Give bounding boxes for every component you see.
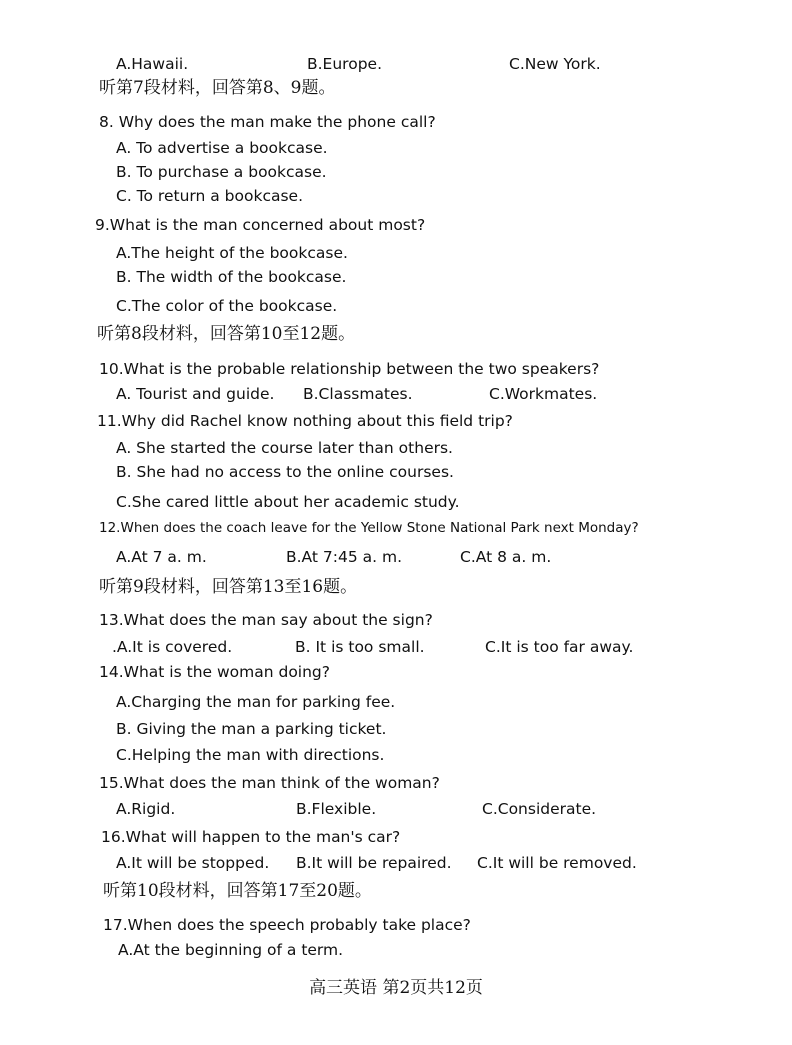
section-8-heading: 听第8段材料，回答第10至12题。 (97, 324, 356, 344)
q15-option-a: A.Rigid. (116, 800, 176, 818)
q11-option-b: B. She had no access to the online courses. (116, 463, 454, 481)
section-9-heading: 听第9段材料，回答第13至16题。 (99, 577, 358, 597)
q13-option-a: .A.It is covered. (112, 638, 233, 656)
q15-stem: 15.What does the man think of the woman? (99, 774, 440, 792)
q15-option-c: C.Considerate. (482, 800, 597, 818)
q15-option-b: B.Flexible. (296, 800, 377, 818)
q9-option-c: C.The color of the bookcase. (116, 297, 338, 315)
q12-option-a: A.At 7 a. m. (116, 548, 207, 566)
q16-stem: 16.What will happen to the man's car? (101, 828, 401, 846)
q8-option-c: C. To return a bookcase. (116, 187, 304, 205)
q11-option-c: C.She cared little about her academic study. (116, 493, 460, 511)
q16-option-b: B.It will be repaired. (296, 854, 452, 872)
q17-stem: 17.When does the speech probably take place? (103, 916, 471, 934)
q13-stem: 13.What does the man say about the sign? (99, 611, 433, 629)
section-7-heading: 听第7段材料，回答第8、9题。 (99, 78, 336, 98)
q9-option-b: B. The width of the bookcase. (116, 268, 347, 286)
q14-option-b: B. Giving the man a parking ticket. (116, 720, 387, 738)
q11-stem: 11.Why did Rachel know nothing about this field trip? (97, 412, 513, 430)
q8-option-b: B. To purchase a bookcase. (116, 163, 327, 181)
q14-option-a: A.Charging the man for parking fee. (116, 693, 396, 711)
q8-option-a: A. To advertise a bookcase. (116, 139, 328, 157)
q7-option-a: A.Hawaii. (116, 55, 189, 73)
q10-stem: 10.What is the probable relationship between the two speakers? (99, 360, 600, 378)
q14-option-c: C.Helping the man with directions. (116, 746, 385, 764)
q12-stem: 12.When does the coach leave for the Yellow Stone National Park next Monday? (99, 520, 639, 536)
q13-option-b: B. It is too small. (295, 638, 425, 656)
q9-option-a: A.The height of the bookcase. (116, 244, 348, 262)
q8-stem: 8. Why does the man make the phone call? (99, 113, 436, 131)
page-footer: 高三英语 第2页共12页 (309, 978, 483, 998)
q13-option-c: C.It is too far away. (485, 638, 634, 656)
q9-stem: 9.What is the man concerned about most? (95, 216, 426, 234)
q10-option-c: C.Workmates. (489, 385, 598, 403)
q12-option-c: C.At 8 a. m. (460, 548, 552, 566)
q14-stem: 14.What is the woman doing? (99, 663, 331, 681)
section-10-heading: 听第10段材料，回答第17至20题。 (103, 881, 372, 901)
q12-option-b: B.At 7:45 a. m. (286, 548, 403, 566)
q7-option-b: B.Europe. (307, 55, 382, 73)
q16-option-c: C.It will be removed. (477, 854, 637, 872)
q17-option-a: A.At the beginning of a term. (118, 941, 344, 959)
q10-option-a: A. Tourist and guide. (116, 385, 275, 403)
q10-option-b: B.Classmates. (303, 385, 413, 403)
q11-option-a: A. She started the course later than others. (116, 439, 453, 457)
q16-option-a: A.It will be stopped. (116, 854, 270, 872)
q7-option-c: C.New York. (509, 55, 601, 73)
